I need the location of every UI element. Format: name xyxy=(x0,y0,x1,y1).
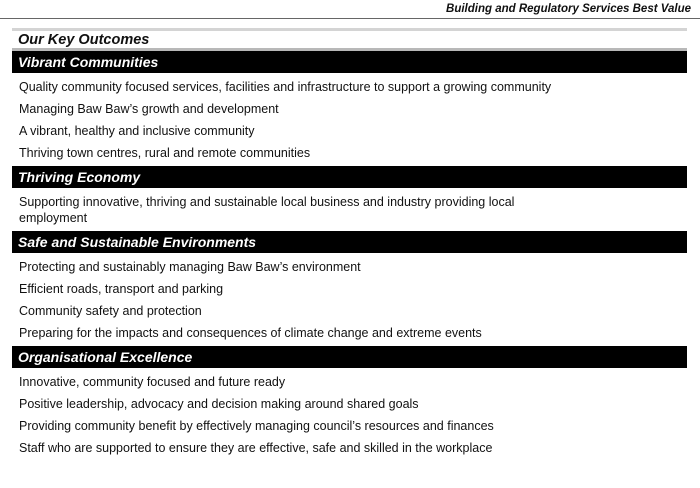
page-header: Building and Regulatory Services Best Value xyxy=(446,3,691,15)
outcomes-title: Our Key Outcomes xyxy=(12,28,687,51)
section-header: Vibrant Communities xyxy=(12,51,687,73)
outcome-item: Positive leadership, advocacy and decision making around shared goals xyxy=(19,397,419,411)
section-header: Safe and Sustainable Environments xyxy=(12,231,687,253)
outcome-item: Efficient roads, transport and parking xyxy=(19,282,224,296)
section-safe-sustainable-environments xyxy=(12,231,687,346)
section-body xyxy=(12,188,687,231)
section-body xyxy=(12,368,687,461)
section-body xyxy=(12,73,687,166)
outcome-item: Staff who are supported to ensure they are effective, safe and skilled in the workplace xyxy=(19,441,493,455)
outcome-item: Managing Baw Baw’s growth and development xyxy=(19,102,279,116)
section-thriving-economy xyxy=(12,166,687,231)
header-rule xyxy=(0,18,700,19)
outcome-item: Preparing for the impacts and consequences of climate change and extreme events xyxy=(19,326,482,340)
outcome-item: Protecting and sustainably managing Baw Baw’s environment xyxy=(19,260,361,274)
outcome-item: Community safety and protection xyxy=(19,304,202,318)
section-vibrant-communities xyxy=(12,51,687,166)
outcome-item: Quality community focused services, facilities and infrastructure to support a growing community xyxy=(19,80,552,94)
outcome-item: Innovative, community focused and future ready xyxy=(19,375,286,389)
outcome-item: Providing community benefit by effectively managing council’s resources and finances xyxy=(19,419,494,433)
section-body xyxy=(12,253,687,346)
section-organisational-excellence xyxy=(12,346,687,461)
section-header: Thriving Economy xyxy=(12,166,687,188)
outcome-item: A vibrant, healthy and inclusive community xyxy=(19,124,255,138)
outcomes-content xyxy=(12,28,687,461)
outcome-item: Thriving town centres, rural and remote communities xyxy=(19,146,311,160)
section-header: Organisational Excellence xyxy=(12,346,687,368)
outcome-item: Supporting innovative, thriving and sustainable local business and industry providing local employment xyxy=(19,195,515,225)
